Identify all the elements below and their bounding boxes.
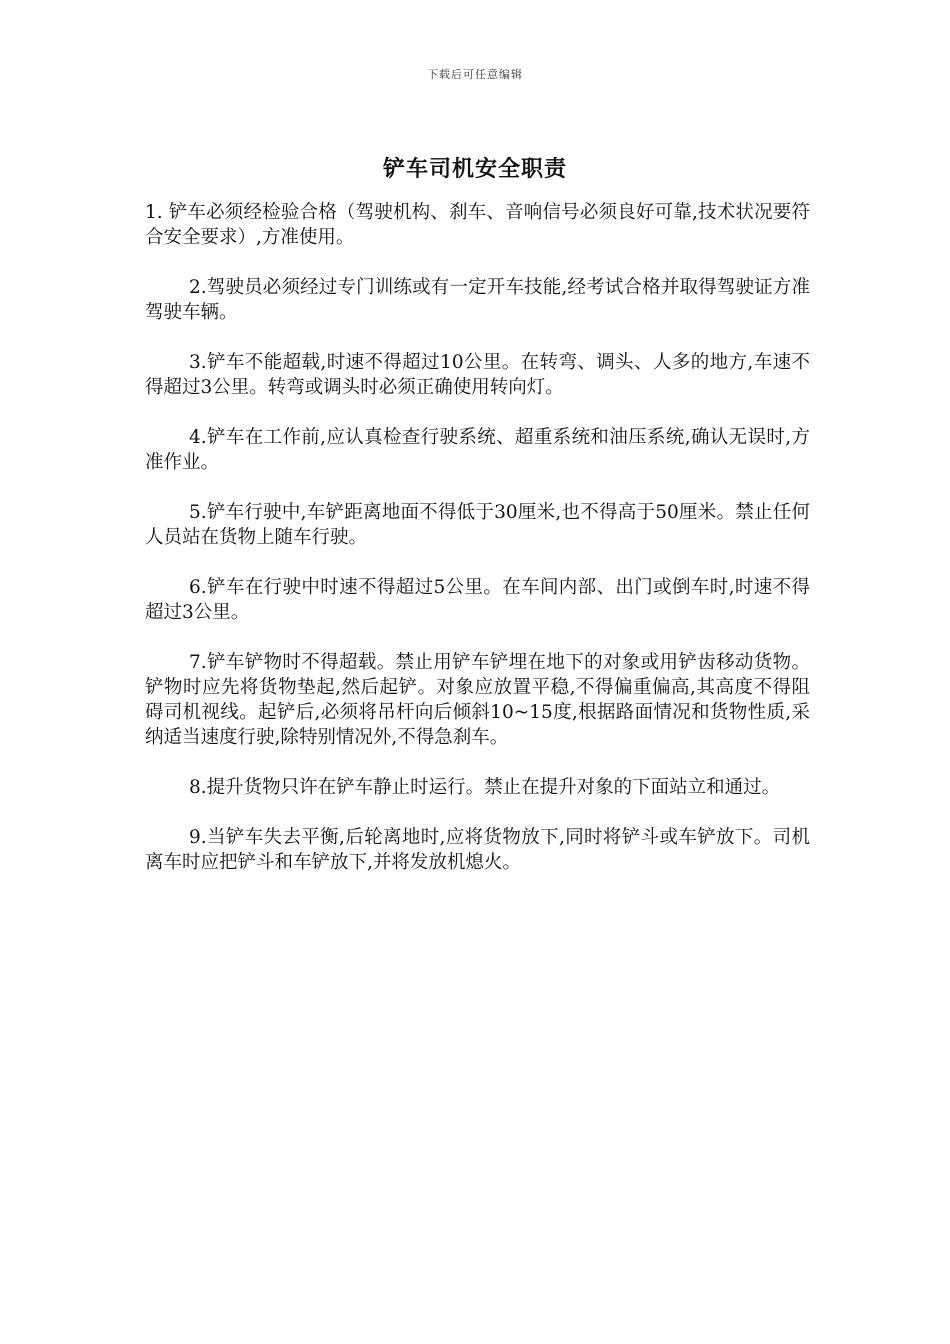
paragraph-8: 8.提升货物只许在铲车静止时运行。禁止在提升对象的下面站立和通过。 [189,777,781,798]
paragraph-1: 1. 铲车必须经检验合格（驾驶机构、刹车、音响信号必须良好可靠,技术状况要符合安全要求）,方准使用。 [145,202,810,248]
paragraph-5: 5.铲车行驶中,车铲距离地面不得低于30厘米,也不得高于50厘米。禁止任何人员站在货物上随车行驶。 [145,502,810,548]
paragraph-6: 6.铲车在行驶中时速不得超过5公里。在车间内部、出门或倒车时,时速不得超过3公里。 [145,577,810,623]
paragraph-7: 7.铲车铲物时不得超载。禁止用铲车铲埋在地下的对象或用铲齿移动货物。铲物时应先将货物垫起,然后起铲。对象应放置平稳,不得偏重偏高,其高度不得阻碍司机视线。起铲后,必须将吊杆向后倾斜10~15度,根据路面情况和货物性质,采纳适当速度行驶,除特别情况外,不得急刹车。 [145,652,810,748]
header-note: 下载后可任意编辑 [427,68,523,81]
document-body [145,200,810,900]
paragraph-4: 4.铲车在工作前,应认真检查行驶系统、超重系统和油压系统,确认无误时,方准作业。 [145,427,810,473]
paragraph-3: 3.铲车不能超载,时速不得超过10公里。在转弯、调头、人多的地方,车速不得超过3公里。转弯或调头时必须正确使用转向灯。 [145,352,810,398]
document-title: 铲车司机安全职责 [382,156,567,182]
paragraph-9: 9.当铲车失去平衡,后轮离地时,应将货物放下,同时将铲斗或车铲放下。司机离车时应把铲斗和车铲放下,并将发放机熄火。 [145,827,810,873]
paragraph-2: 2.驾驶员必须经过专门训练或有一定开车技能,经考试合格并取得驾驶证方准驾驶车辆。 [145,277,810,323]
